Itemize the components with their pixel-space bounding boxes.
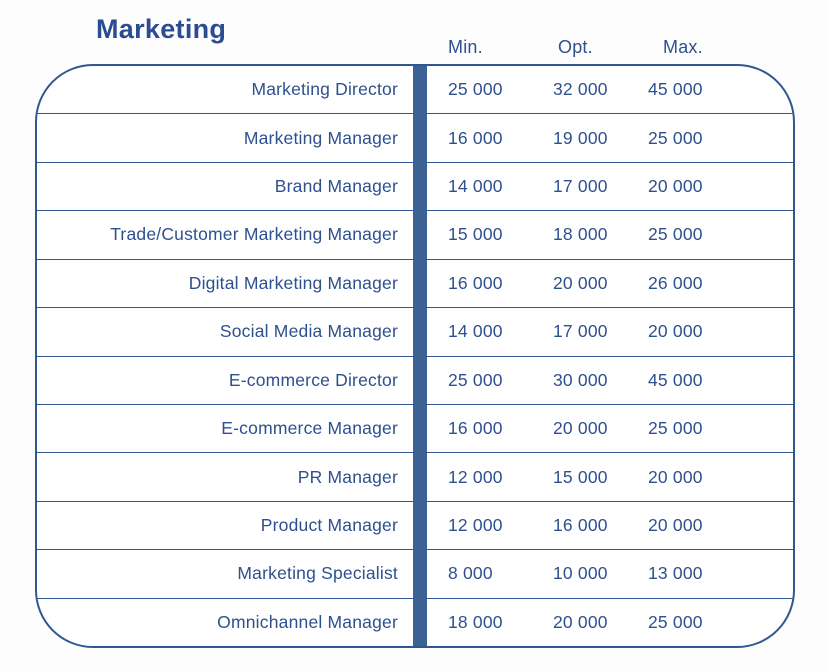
min-value: 15 000 [448, 224, 503, 245]
divider-bar [413, 66, 427, 646]
min-value: 12 000 [448, 466, 503, 487]
role-label: E-commerce Manager [221, 418, 398, 439]
max-value: 13 000 [648, 563, 703, 584]
page-title: Marketing [96, 14, 227, 44]
role-label: E-commerce Director [228, 369, 398, 390]
role-label: Product Manager [260, 515, 398, 535]
max-value: 25 000 [648, 224, 703, 245]
min-value: 25 000 [448, 79, 503, 100]
opt-value: 32 000 [553, 79, 608, 100]
opt-value: 18 000 [553, 224, 608, 245]
opt-value: 19 000 [553, 127, 608, 148]
salary-table [35, 64, 795, 648]
min-value: 12 000 [448, 515, 503, 535]
role-label: Marketing Manager [243, 127, 398, 148]
min-value: 14 000 [448, 321, 503, 342]
role-label: Omnichannel Manager [217, 611, 398, 632]
min-value: 16 000 [448, 418, 503, 439]
min-value: 8 000 [448, 563, 493, 584]
role-label: Trade/Customer Marketing Manager [110, 224, 398, 245]
min-value: 16 000 [448, 127, 503, 148]
max-value: 45 000 [648, 369, 703, 390]
min-value: 18 000 [448, 611, 503, 632]
opt-value: 20 000 [553, 418, 608, 439]
opt-value: 20 000 [553, 272, 608, 293]
min-value: 25 000 [448, 369, 503, 390]
min-value: 16 000 [448, 272, 503, 293]
opt-value: 30 000 [553, 369, 608, 390]
column-header-max: Max. [663, 37, 703, 57]
column-header-min: Min. [448, 37, 483, 57]
max-value: 20 000 [648, 176, 703, 197]
role-label: PR Manager [297, 466, 398, 487]
role-label: Marketing Specialist [237, 563, 398, 584]
column-header-opt: Opt. [558, 37, 593, 57]
max-value: 20 000 [648, 466, 703, 487]
opt-value: 17 000 [553, 176, 608, 197]
max-value: 45 000 [648, 79, 703, 100]
opt-value: 20 000 [553, 611, 608, 632]
max-value: 26 000 [648, 272, 703, 293]
max-value: 20 000 [648, 321, 703, 342]
opt-value: 15 000 [553, 466, 608, 487]
opt-value: 10 000 [553, 563, 608, 584]
max-value: 25 000 [648, 611, 703, 632]
max-value: 25 000 [648, 127, 703, 148]
max-value: 25 000 [648, 418, 703, 439]
opt-value: 17 000 [553, 321, 608, 342]
opt-value: 16 000 [553, 515, 608, 535]
role-label: Social Media Manager [219, 321, 398, 342]
role-label: Digital Marketing Manager [188, 272, 398, 293]
role-label: Marketing Director [251, 79, 398, 100]
min-value: 14 000 [448, 176, 503, 197]
max-value: 20 000 [648, 515, 703, 535]
role-label: Brand Manager [274, 176, 398, 197]
